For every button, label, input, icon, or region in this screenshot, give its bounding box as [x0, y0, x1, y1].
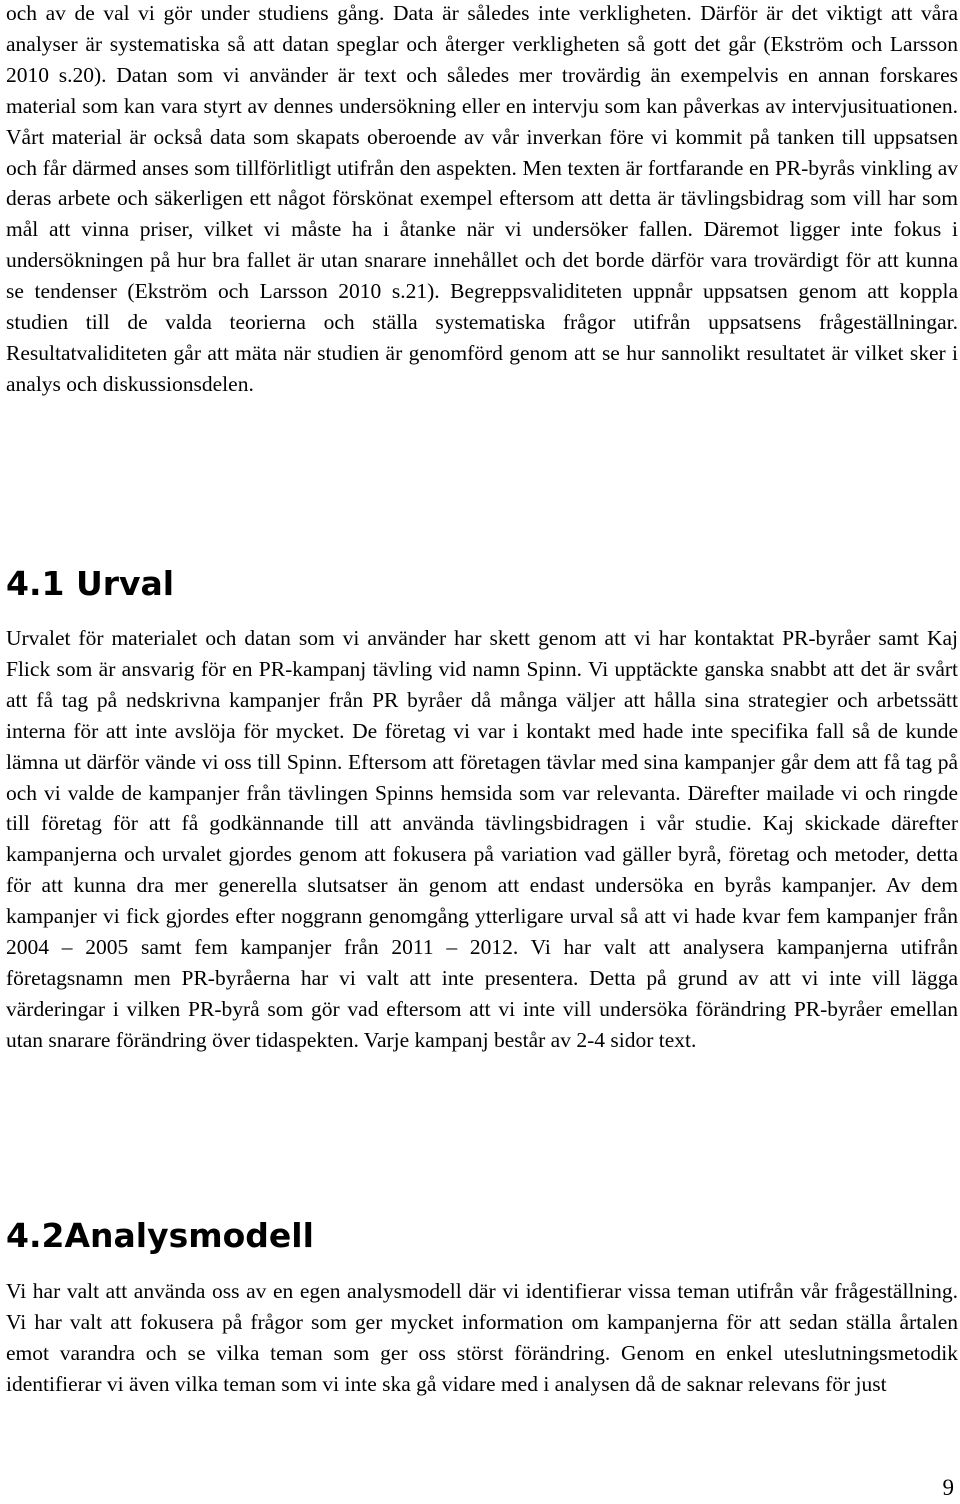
page-number: 9 — [942, 1475, 954, 1500]
urval-paragraph: Urvalet för materialet och datan som vi använder har skett genom att vi har kontaktat PR-byråer samt Kaj Flick som är ansvarig för en PR-kampanj tävling vid namn Spinn. Vi upptäckte ganska snabbt att det är svårt att få tag på nedskrivna kampanjer från PR byråer då många väljer att hålla sina strategier och arbetssätt interna för att inte avslöja för mycket. De företag vi var i kontakt med hade inte specifika fall så de kunde lämna ut därför vände vi oss till Spinn. Eftersom att företagen tävlar med sina kampanjer går dem att få tag på och vi valde de kampanjer från tävlingen Spinns hemsida som var relevanta. Därefter mailade vi och ringde till företag för att få godkännande till att använda tävlingsbidragen i vår studie. Kaj skickade därefter kampanjerna och urvalet gjordes genom att fokusera på variation vad gäller byrå, företag och metoder, detta för att kunna dra mer generella slutsatser än genom att endast undersöka en byrås kampanjer. Av dem kampanjer vi fick gjordes efter noggrann genomgång ytterligare urval så att vi hade kvar fem kampanjer från 2004 – 2005 samt fem kampanjer från 2011 – 2012. Vi har valt att analysera kampanjerna utifrån företagsnamn men PR-byråerna har vi valt att inte presentera. Detta på grund av att vi inte vill lägga värderingar i vilken PR-byrå som gör vad eftersom att vi inte vill undersöka förändring PR-byråer emellan utan snarare förändring över tidaspekten. Varje kampanj består av 2-4 sidor text. — [6, 626, 958, 1052]
analysmodell-paragraph: Vi har valt att använda oss av en egen analysmodell där vi identifierar vissa teman utifrån vår frågeställning. Vi har valt att fokusera på frågor som ger mycket information om kampanjerna för att sedan ställa årtalen emot varandra och se vilka teman som ger oss störst förändring. Genom en enkel uteslutningsmetodik identifierar vi även vilka teman som vi inte ska gå vidare med i analysen då de saknar relevans för just — [6, 1279, 958, 1396]
intro-paragraph: och av de val vi gör under studiens gång. Data är således inte verkligheten. Därför är det viktigt att våra analyser är systematiska så att datan speglar och återger verkligheten så gott det går (Ekström och Larsson 2010 s.20). Datan som vi använder är text och således mer trovärdig än exempelvis en annan forskares material som kan vara styrt av dennes undersökning eller en intervju som kan påverkas av intervjusituationen. Vårt material är också data som skapats oberoende av vår inverkan före vi kommit på tanken till uppsatsen och får därmed anses som tillförlitligt utifrån den aspekten. Men texten är fortfarande en PR-byrås vinkling av deras arbete och säkerligen ett något förskönat exempel eftersom att detta är tävlingsbidrag som vill har som mål att vinna priser, vilket vi måste ha i åtanke när vi undersöker fallen. Däremot ligger inte fokus i undersökningen på hur bra fallet är utan snarare innehållet och det borde därför vara trovärdigt för att kunna se tendenser (Ekström och Larsson 2010 s.21). Begreppsvaliditeten uppnår uppsatsen genom att koppla studien till de valda teorierna och ställa systematiska frågor utifrån uppsatsens frågeställningar. Resultatvaliditeten går att mäta när studien är genomförd genom att se hur sannolikt resultatet är vilket sker i analys och diskussionsdelen. — [6, 1, 958, 396]
section-heading-urval: 4.1 Urval — [6, 564, 175, 603]
section-heading-analysmodell: 4.2Analysmodell — [6, 1216, 314, 1255]
